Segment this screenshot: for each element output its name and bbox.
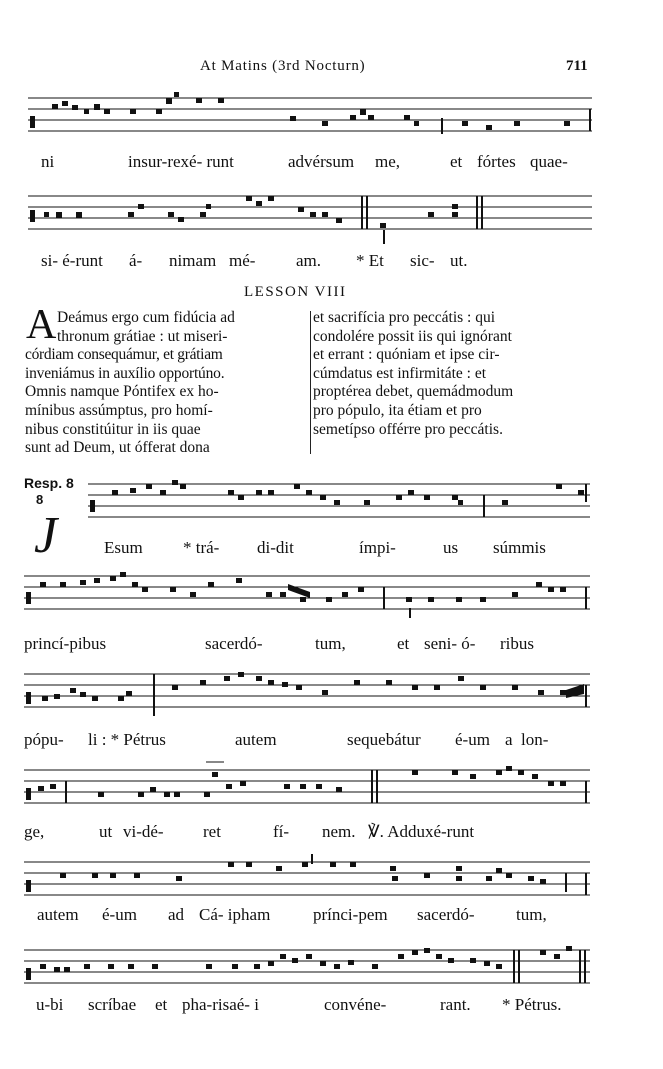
lesson-line: thronum grátiae : ut miseri- [57,327,228,345]
lyrics-line-7 [0,905,663,927]
page-number: 711 [566,58,588,74]
syllable: convéne- [324,995,387,1014]
lyrics-line-6 [0,822,663,844]
syllable: advérsum [288,152,355,171]
syllable: ut. [450,251,468,270]
syllable: et [155,995,168,1014]
syllable: ret [203,822,221,841]
lyrics-line-3 [0,538,663,560]
syllable: ni [41,152,55,171]
syllable: rant. [440,995,471,1014]
lesson-line: mínibus assúmptus, pro homí- [25,401,213,419]
lesson-line: proptérea debet, quemádmodum [313,383,514,401]
staff-2-lines [0,190,663,246]
lyrics-line-5 [0,730,663,752]
syllable: fórtes [477,152,516,171]
lesson-left-column [25,309,307,458]
lyrics-line-8 [0,995,663,1017]
lesson-line: cúmdatus est infirmitáte : et [313,364,487,382]
syllable: nimam [169,251,217,270]
lesson-line: inveniámus in auxílio opportúno. [25,364,225,382]
syllable: seni- ó- [424,634,476,653]
responsory-mode: 8 [36,492,44,507]
syllable: si- é-runt [41,251,103,270]
syllable: insur-rexé- runt [128,152,234,171]
staff-4-lines [0,568,663,620]
drop-cap-initial: A [26,302,57,348]
lesson-heading: LESSON VIII [244,284,347,300]
syllable: am. [296,251,322,270]
syllable: Esum [104,538,143,557]
syllable: pópu- [24,730,64,749]
staff-1-lines [0,92,663,142]
syllable: sequebátur [347,730,421,749]
syllable: et [397,634,410,653]
staff-8-lines [0,940,663,994]
syllable: súmmis [493,538,546,557]
syllable: * trá- [183,538,220,557]
lesson-right-column [313,309,593,439]
lyrics-line-4 [0,634,663,656]
syllable: sic- [410,251,435,270]
running-title: At Matins (3rd Nocturn) [200,58,366,74]
lyrics-line-1 [0,152,663,174]
lesson-line: semetípso offérre pro peccátis. [313,420,503,438]
syllable: tum, [516,905,547,924]
syllable: pha-risaé- i [182,995,259,1014]
syllable: a [505,730,513,749]
lesson-line: et errant : quóniam et ipse cir- [313,346,500,364]
staff-5-lines [0,666,663,718]
responsory-initial: J [34,507,58,564]
syllable: ut [99,822,113,841]
staff-7-lines [0,852,663,904]
syllable: lon- [521,730,549,749]
syllable: princí-pibus [24,634,107,653]
lesson-line: condolére possit iis qui ignórant [313,327,512,345]
syllable: fí- [273,822,290,841]
chant-staff-8 [0,940,663,994]
syllable: me, [375,152,401,171]
syllable: nem. [322,822,356,841]
syllable: ℣. Adduxé-runt [368,822,475,841]
syllable: prínci-pem [313,905,388,924]
syllable: li : * Pétrus [88,730,166,749]
syllable: tum, [315,634,346,653]
syllable: ribus [500,634,534,653]
chant-staff-3 [0,476,663,528]
lesson-line: Deámus ergo cum fidúcia ad [57,309,235,326]
lyrics-line-2 [0,251,663,273]
syllable: et [450,152,463,171]
syllable: ad [168,905,185,924]
syllable: autem [235,730,277,749]
syllable: sacerdó- [417,905,475,924]
lesson-line: nibus constitúitur in iis quae [25,420,201,438]
lesson-line: córdiam consequámur, et grátiam [25,346,223,364]
chant-staff-4 [0,568,663,620]
syllable: sacerdó- [205,634,263,653]
syllable: di-dit [257,538,294,557]
staff-6-lines [0,760,663,816]
chant-staff-6 [0,760,663,816]
chant-staff-7 [0,852,663,904]
staff-3-lines [0,476,663,528]
responsory-label: Resp. 8 [24,475,74,491]
syllable: us [443,538,459,557]
syllable: * Pétrus. [502,995,562,1014]
lesson-line: Omnis namque Póntifex ex ho- [25,383,219,401]
syllable: ímpi- [359,538,396,557]
syllable: é-um [102,905,137,924]
syllable: quae- [530,152,568,171]
syllable: scríbae [88,995,137,1014]
syllable: ge, [24,822,45,841]
chant-staff-2 [0,190,663,246]
syllable: é-um [455,730,490,749]
syllable: autem [37,905,79,924]
syllable: mé- [229,251,256,270]
syllable: * Et [356,251,384,270]
column-divider [310,311,311,454]
lesson-line: pro pópulo, ita étiam et pro [313,401,482,419]
lesson-line: et sacrifícia pro peccátis : qui [313,309,496,326]
lesson-line: sunt ad Deum, ut ófferat dona [25,439,210,457]
chant-staff-5 [0,666,663,718]
syllable: Cá- ipham [199,905,271,924]
syllable: vi-dé- [123,822,164,841]
chant-staff-1 [0,92,663,142]
syllable: u-bi [36,995,64,1014]
syllable: á- [129,251,143,270]
